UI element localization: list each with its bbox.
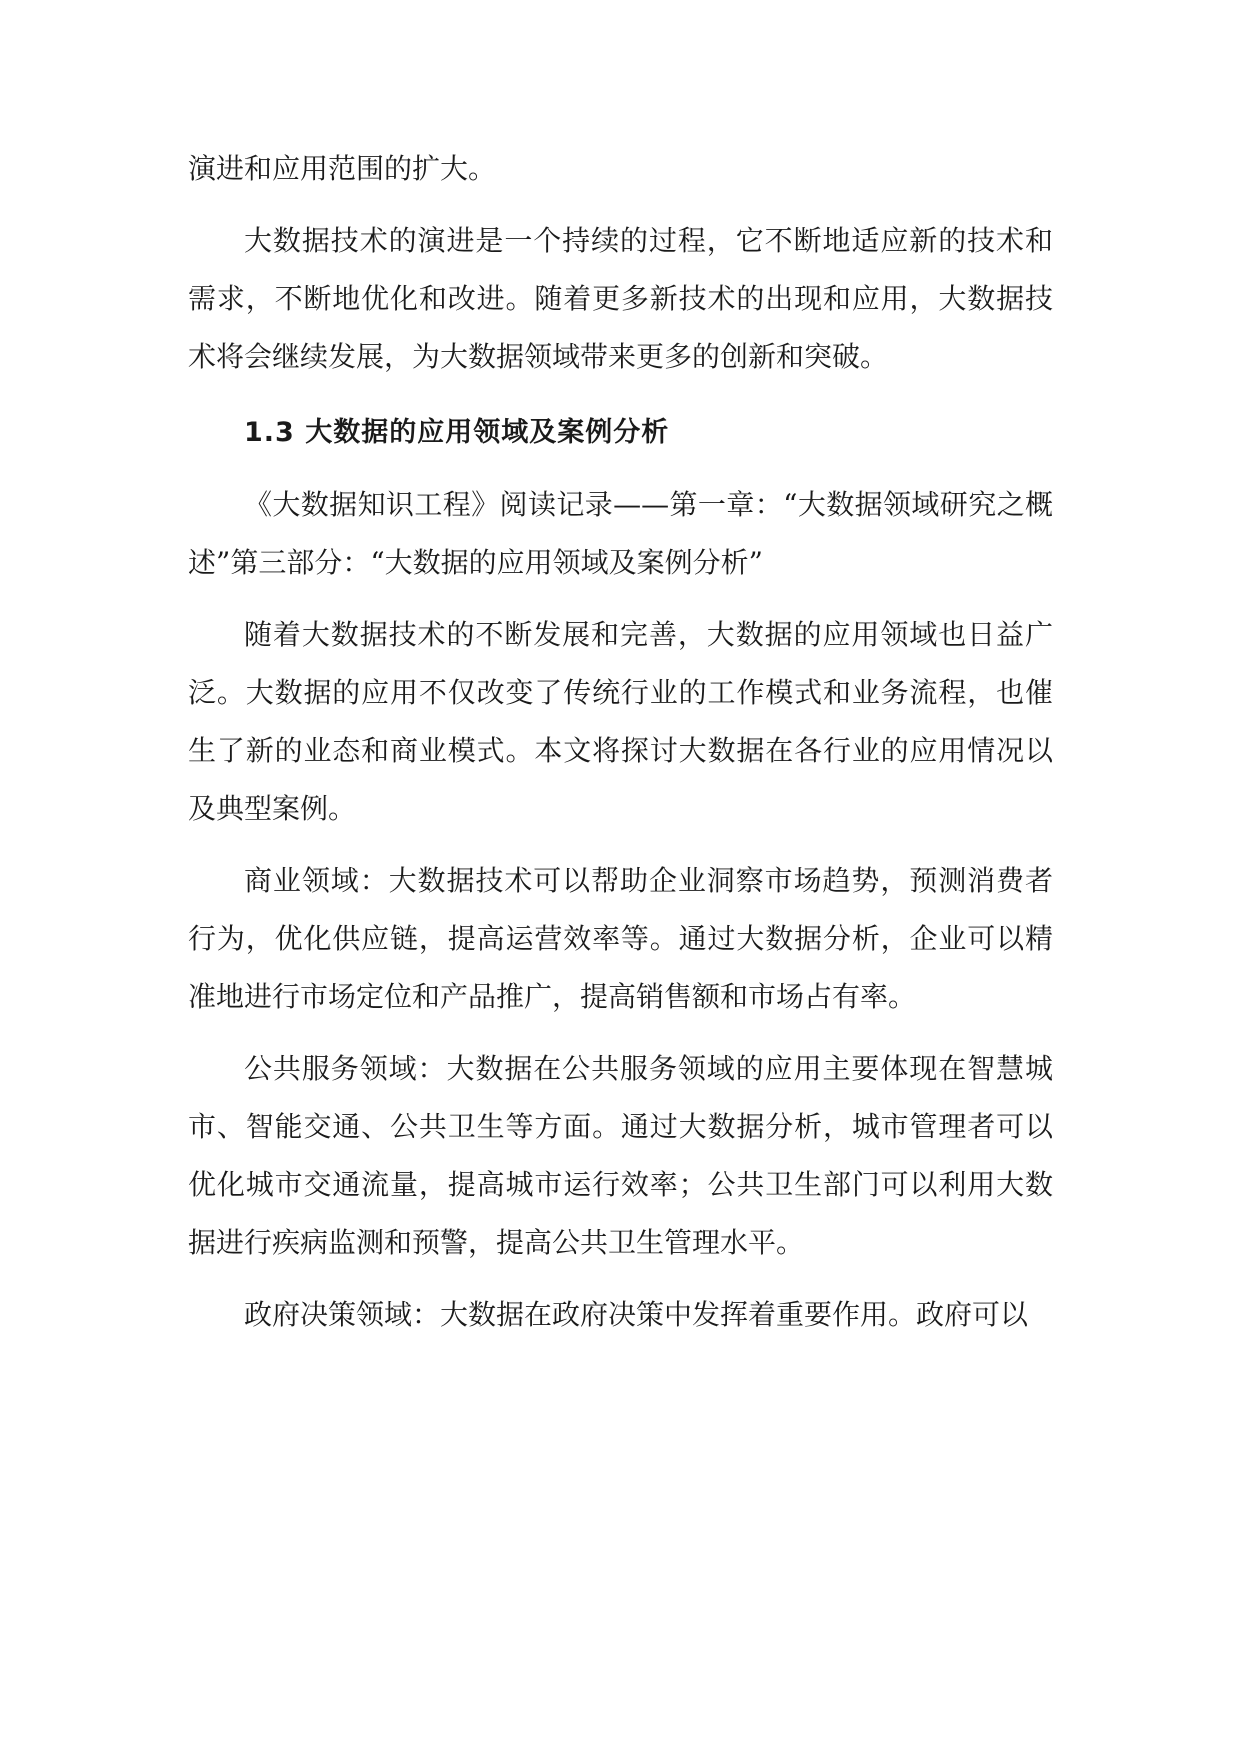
paragraph-public-service-domain: 公共服务领域：大数据在公共服务领域的应用主要体现在智慧城市、智能交通、公共卫生等方面。通过大数据分析，城市管理者可以优化城市交通流量，提高城市运行效率；公共卫生部门可以利用大数据进行疾病监测和预警，提高公共卫生管理水平。 [188, 1052, 1053, 1259]
paragraph-tech-evolution: 大数据技术的演进是一个持续的过程，它不断地适应新的技术和需求，不断地优化和改进。随着更多新技术的出现和应用，大数据技术将会继续发展，为大数据领域带来更多的创新和突破。 [188, 224, 1053, 373]
paragraph-business-domain: 商业领域：大数据技术可以帮助企业洞察市场趋势，预测消费者行为，优化供应链，提高运营效率等。通过大数据分析，企业可以精准地进行市场定位和产品推广，提高销售额和市场占有率。 [188, 864, 1053, 1013]
paragraph-government-domain: 政府决策领域：大数据在政府决策中发挥着重要作用。政府可以 [244, 1298, 1029, 1331]
document-body [188, 140, 1053, 1358]
paragraph-reading-note: 《大数据知识工程》阅读记录——第一章：“大数据领域研究之概述”第三部分：“大数据的应用领域及案例分析” [188, 488, 1053, 579]
paragraph-application-intro: 随着大数据技术的不断发展和完善，大数据的应用领域也日益广泛。大数据的应用不仅改变了传统行业的工作模式和业务流程，也催生了新的业态和商业模式。本文将探讨大数据在各行业的应用情况以及典型案例。 [188, 618, 1053, 825]
section-heading: 1.3 大数据的应用领域及案例分析 [244, 417, 670, 448]
paragraph-continuation: 演进和应用范围的扩大。 [188, 152, 497, 185]
